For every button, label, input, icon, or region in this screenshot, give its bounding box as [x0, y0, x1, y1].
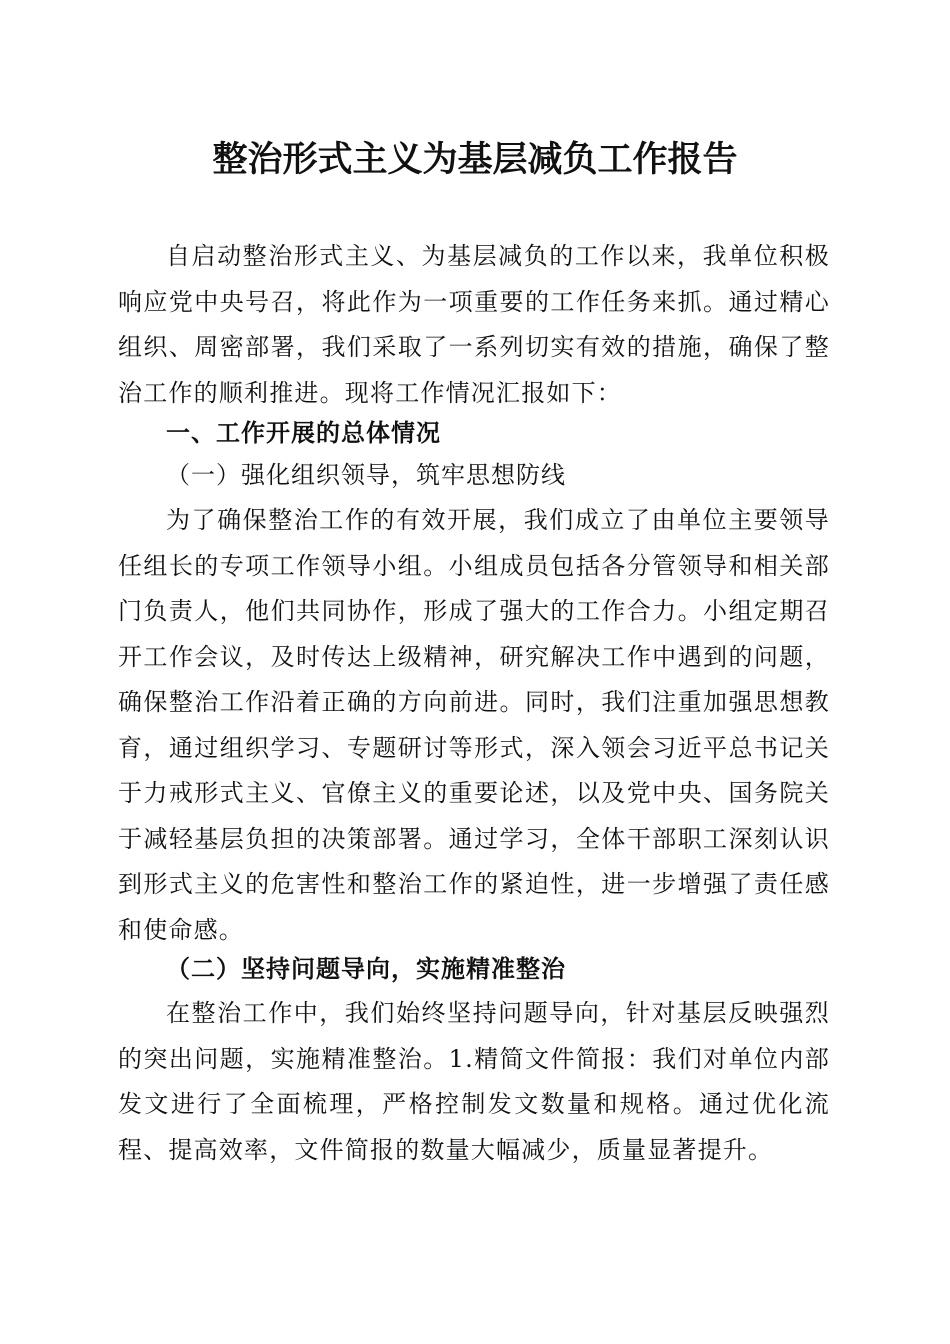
intro-block: [118, 234, 830, 416]
subsection-1-body: 为了确保整治工作的有效开展，我们成立了由单位主要领导任组长的专项工作领导小组。小组成员包括各分管领导和相关部门负责人，他们共同协作，形成了强大的工作合力。小组定期召开工作会议，及时传达上级精神，研究解决工作中遇到的问题，确保整治工作沿着正确的方向前进。同时，我们注重加强思想教育，通过组织学习、专题研讨等形式，深入领会习近平总书记关于力戒形式主义、官僚主义的重要论述，以及党中央、国务院关于减轻基层负担的决策部署。通过学习，全体干部职工深刻认识到形式主义的危害性和整治工作的紧迫性，进一步增强了责任感和使命感。: [118, 506, 830, 944]
subsection-2-body-block: [118, 991, 830, 1173]
section-1-heading: 一、工作开展的总体情况: [166, 418, 441, 447]
intro-paragraph: 自启动整治形式主义、为基层减负的工作以来，我单位积极响应党中央号召，将此作为一项重要的工作任务来抓。通过精心组织、周密部署，我们采取了一系列切实有效的措施，确保了整治工作的顺利推进。现将工作情况汇报如下：: [118, 242, 830, 407]
section-1: [118, 410, 830, 455]
subsection-2: [118, 946, 830, 991]
document-title: 整治形式主义为基层减负工作报告: [212, 139, 738, 180]
subsection-2-body: 在整治工作中，我们始终坚持问题导向，针对基层反映强烈的突出问题，实施精准整治。1.精简文件简报：我们对单位内部发文进行了全面梳理，严格控制发文数量和规格。通过优化流程、提高效率，文件简报的数量大幅减少，质量显著提升。: [118, 999, 830, 1164]
subsection-1: [118, 453, 830, 498]
subsection-1-heading: （一）强化组织领导，筑牢思想防线: [166, 461, 566, 489]
subsection-1-body-block: [118, 498, 830, 953]
subsection-2-heading: （二）坚持问题导向，实施精准整治: [166, 954, 566, 983]
